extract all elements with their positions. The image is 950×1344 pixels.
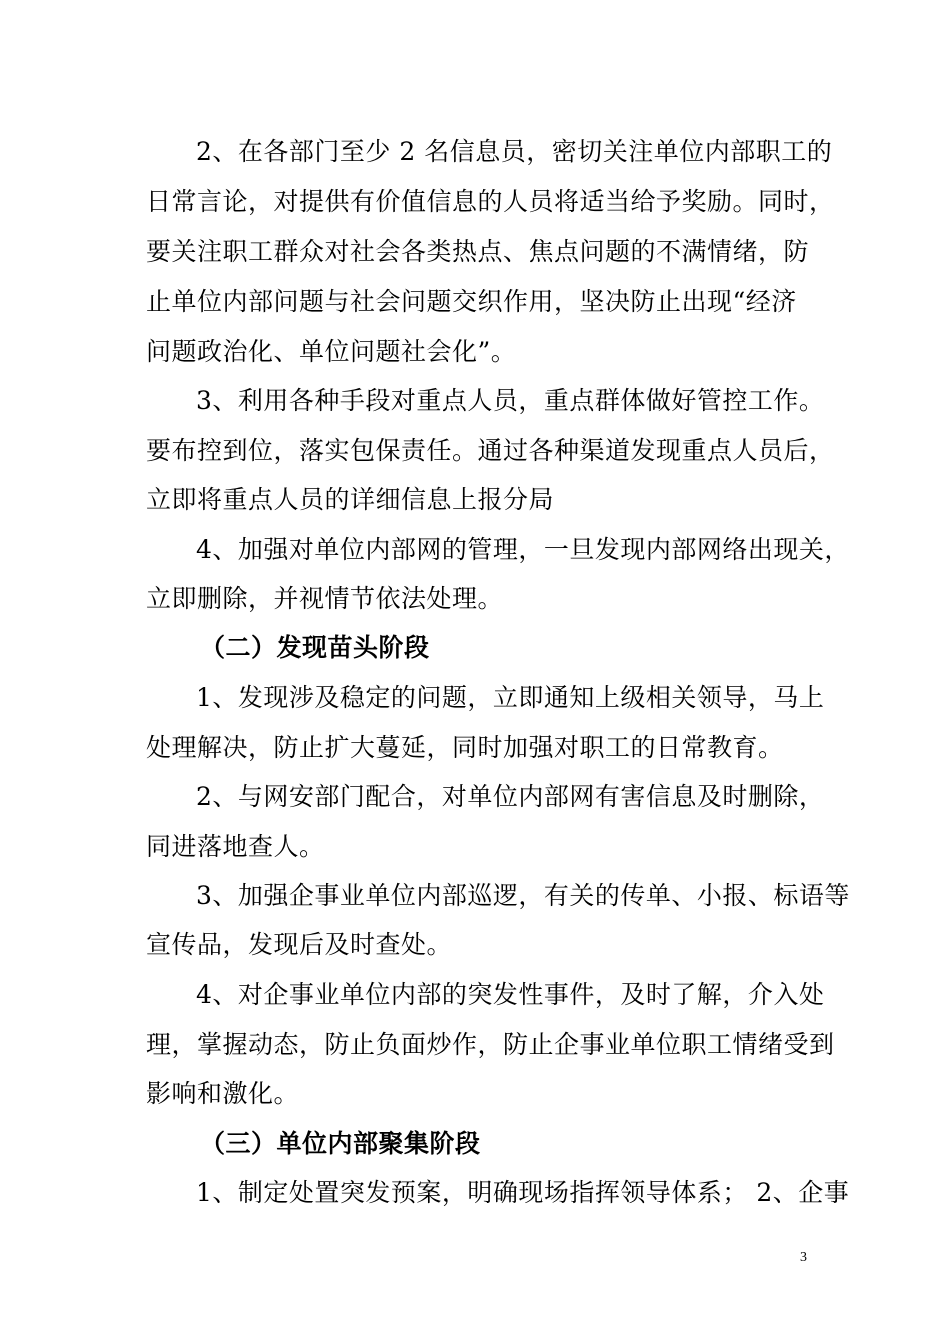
paragraph-line: 要布控到位，落实包保责任。通过各种渠道发现重点人员后， xyxy=(146,436,835,465)
paragraph-line: 日常言论，对提供有价值信息的人员将适当给予奖励。同时， xyxy=(146,187,835,216)
paragraph-line: 2、与网安部门配合，对单位内部网有害信息及时删除， xyxy=(196,782,825,811)
paragraph-line: 处理解决，防止扩大蔓延，同时加强对职工的日常教育。 xyxy=(146,733,784,762)
section-heading: （三）单位内部聚集阶段 xyxy=(200,1129,481,1158)
section-heading: （二）发现苗头阶段 xyxy=(200,633,430,662)
paragraph-line: 3、加强企事业单位内部巡逻，有关的传单、小报、标语等 xyxy=(196,881,850,910)
paragraph-line: 问题政治化、单位问题社会化”。 xyxy=(146,337,517,366)
paragraph-line: 立即将重点人员的详细信息上报分局 xyxy=(146,485,555,514)
paragraph-line: 1、制定处置突发预案，明确现场指挥领导体系； 2、企事 xyxy=(196,1178,850,1207)
paragraph-line: 理，掌握动态，防止负面炒作，防止企事业单位职工情绪受到 xyxy=(146,1030,835,1059)
paragraph-line: 宣传品，发现后及时查处。 xyxy=(146,930,453,959)
paragraph-line: 止单位内部问题与社会问题交织作用，坚决防止出现“经济 xyxy=(146,287,797,316)
paragraph-line: 2、在各部门至少 2 名信息员，密切关注单位内部职工的 xyxy=(196,137,833,166)
page-number: 3 xyxy=(800,1250,807,1265)
paragraph-line: 4、对企事业单位内部的突发性事件，及时了解，介入处 xyxy=(196,980,825,1009)
paragraph-line: 立即删除，并视情节依法处理。 xyxy=(146,584,504,613)
paragraph-line: 1、发现涉及稳定的问题，立即通知上级相关领导，马上 xyxy=(196,683,825,712)
paragraph-line: 3、利用各种手段对重点人员，重点群体做好管控工作。 xyxy=(196,386,825,415)
paragraph-line: 4、加强对单位内部网的管理，一旦发现内部网络出现关， xyxy=(196,535,850,564)
paragraph-line: 影响和激化。 xyxy=(146,1079,300,1108)
paragraph-line: 要关注职工群众对社会各类热点、焦点问题的不满情绪，防 xyxy=(146,237,810,266)
paragraph-line: 同进落地查人。 xyxy=(146,832,325,861)
